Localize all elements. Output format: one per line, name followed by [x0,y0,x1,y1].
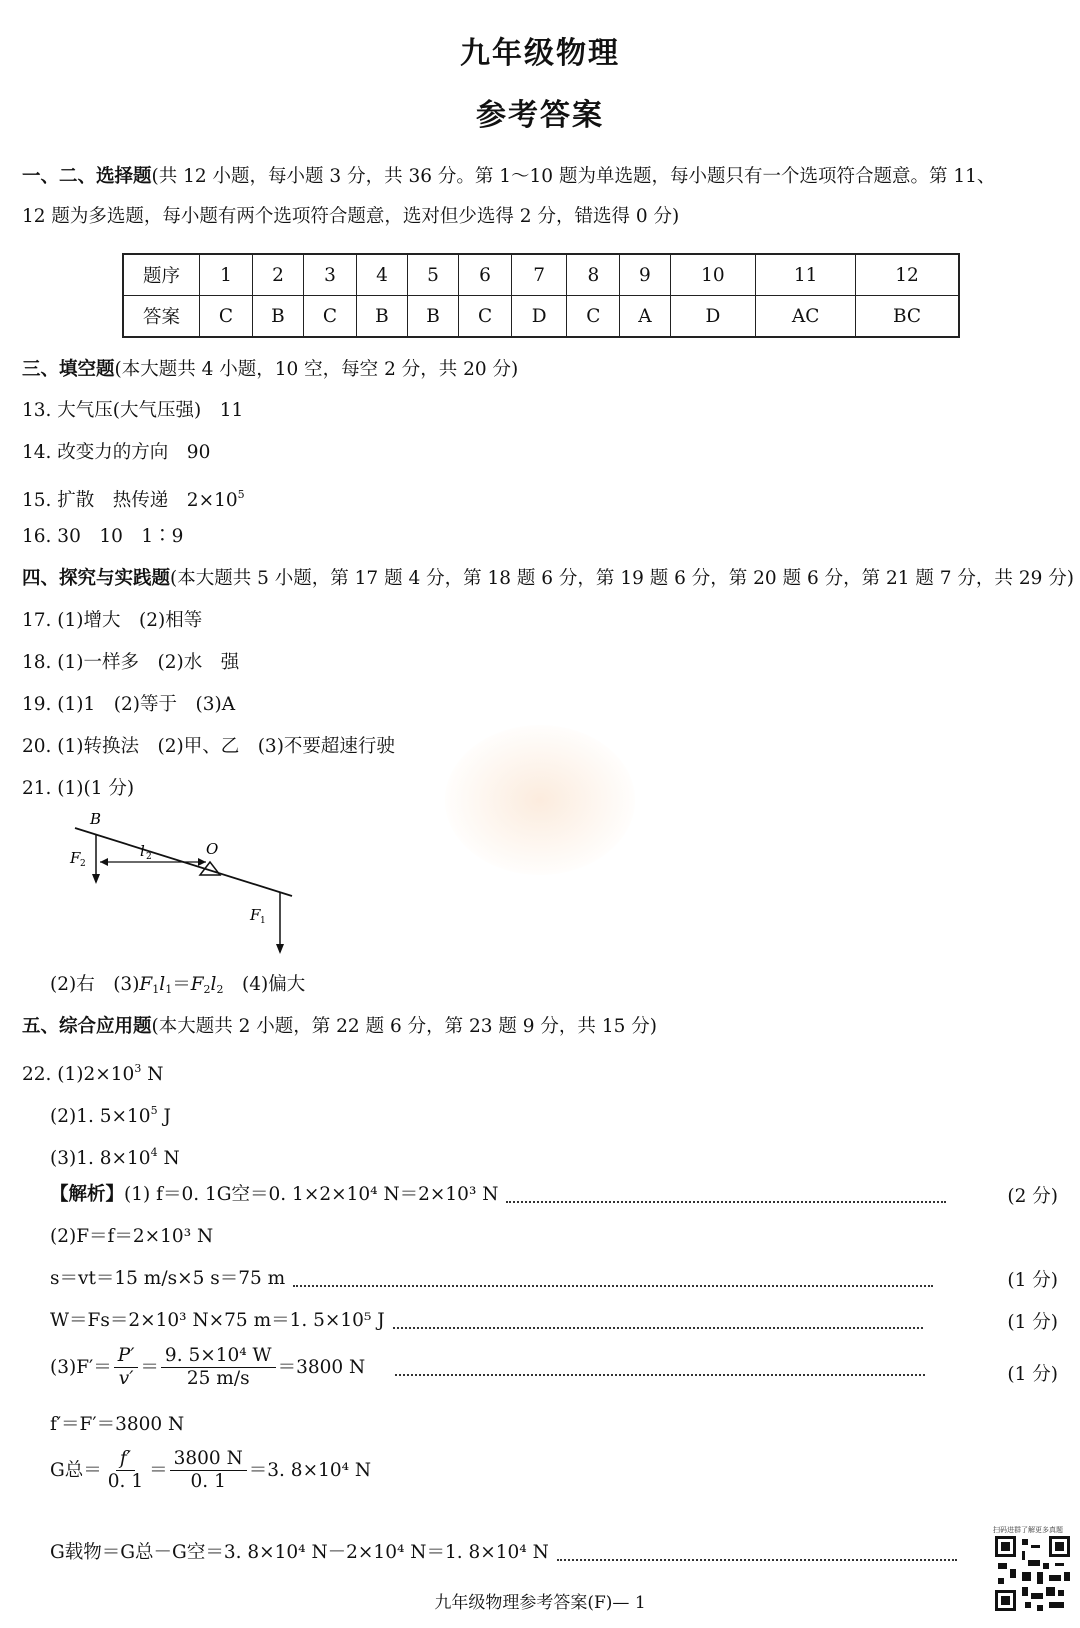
sec3-desc: (本大题共 4 小题，10 空，每空 2 分，共 20 分) [114,359,519,380]
label-f1: F [250,906,261,924]
table-cell: 4 [356,254,407,296]
solution-text: (1) f＝0. 1G空＝0. 1×2×10⁴ N＝2×10³ N [124,1184,499,1205]
formula-gap [223,974,242,995]
answer-21-rest [50,972,305,1003]
formula-l1: l [159,974,166,995]
table-row [123,254,959,296]
sec5-desc: (本大题共 2 小题，第 22 题 6 分，第 23 题 9 分，共 15 分) [151,1016,657,1037]
table-cell: 10 [670,254,756,296]
arrow-down-icon [92,874,100,884]
table-cell: 9 [620,254,670,296]
sec4-desc: (本大题共 5 小题，第 17 题 4 分，第 18 题 6 分，第 19 题 6 分，第 20 题 6 分，第 21 题 7 分，共 29 分) [170,568,1074,589]
dot-leader [557,1545,957,1561]
score-1: (2 分) [1007,1186,1058,1207]
table-cell: A [620,296,670,338]
fraction-den: v′ [118,1368,134,1389]
dot-leader [395,1360,925,1376]
answer-22-3 [50,1140,180,1172]
table-cell: 1 [200,254,253,296]
sec1-desc1: (共 12 小题，每小题 3 分，共 36 分。第 1～10 题为单选题，每小题只有一个选项符合题意。第 11、 [151,166,996,187]
sec3-header [22,357,518,383]
fraction-den: 0. 1 [190,1471,226,1492]
sec1-head: 一、二、选择题 [22,166,152,187]
watermark-logo [445,725,635,875]
formula-sub: 2 [203,983,211,996]
answer-table [122,253,960,338]
formula-sub: 2 [216,983,224,996]
solution-step-2: (2)F＝f＝2×10³ N [50,1226,214,1247]
answer-20: 20. (1)转换法 (2)甲、乙 (3)不要超速行驶 [22,736,395,757]
solution-text: (3)F′＝ [50,1356,112,1378]
lever-diagram [60,810,320,960]
answer-22-3-unit: N [157,1148,180,1169]
dot-leader [506,1187,946,1203]
answer-17: 17. (1)增大 (2)相等 [22,610,203,631]
table-cell: D [512,296,567,338]
table-cell: 7 [512,254,567,296]
sec5-header [22,1014,657,1040]
table-cell: B [252,296,303,338]
equals: ＝ [140,1356,159,1378]
table-row-label: 题序 [123,254,200,296]
solution-step-4 [50,1308,931,1334]
sec1-desc2: 12 题为多选题，每小题有两个选项符合题意，选对但少选得 2 分，错选得 0 分) [22,206,680,227]
label-f2: F [70,849,81,867]
label-l2: l [140,842,145,860]
table-cell: BC [855,296,959,338]
arrow-down-icon [276,944,284,954]
jiexi-label: 【解析】 [50,1184,125,1205]
answer-22-1-unit: N [141,1064,164,1085]
answer-15-text: 15. 扩散 热传递 2×10 [22,490,238,511]
answer-18: 18. (1)一样多 (2)水 强 [22,652,240,673]
solution-text: s＝vt＝15 m/s×5 s＝75 m [50,1268,286,1289]
fraction-num: 9. 5×10⁴ W [161,1345,276,1368]
fraction [161,1345,276,1390]
answer-22-2-unit: J [157,1106,171,1127]
table-cell: C [459,296,512,338]
answer-15 [22,482,245,514]
qr-caption: 扫码进群了解更多真题 [993,1526,1063,1534]
formula-f2: F [190,974,204,995]
answer-22-2-text: (2)1. 5×10 [50,1106,151,1127]
answer-19: 19. (1)1 (2)等于 (3)A [22,694,236,715]
formula-eq: ＝ [172,974,191,995]
fraction-num: P′ [114,1345,139,1368]
score-3: (1 分) [1007,1270,1058,1291]
page-title: 九年级物理 [460,36,620,71]
table-cell: C [304,296,357,338]
answer-22-1-text: 22. (1)2×10 [22,1064,135,1085]
table-cell: B [408,296,459,338]
formula-f1: F [139,974,153,995]
sec4-header [22,566,1074,592]
solution-step-1 [50,1182,954,1208]
arrow-left-icon [100,858,108,866]
page-subtitle: 参考答案 [476,98,604,133]
formula-sub: 1 [152,983,160,996]
solution-text: G总＝ [50,1459,102,1481]
solution-step-6: f′＝F′＝3800 N [50,1414,185,1435]
sec3-head: 三、填空题 [22,359,115,380]
table-cell: AC [756,296,856,338]
answer-22-1 [22,1056,163,1088]
answer-14: 14. 改变力的方向 90 [22,442,211,463]
fraction-num: f′ [116,1448,135,1471]
table-cell: 2 [252,254,303,296]
answer-21: 21. (1)(1 分) [22,778,135,799]
sec4-head: 四、探究与实践题 [22,568,171,589]
fraction [170,1448,247,1493]
label-b: B [90,810,102,828]
fraction-num: 3800 N [170,1448,247,1471]
solution-text: G载物＝G总－G空＝3. 8×10⁴ N－2×10⁴ N＝1. 8×10⁴ N [50,1542,549,1563]
fraction [114,1345,139,1390]
fraction [104,1448,147,1493]
answer-21b-b: (4)偏大 [241,974,306,995]
answer-22-2 [50,1098,171,1130]
label-f2-sub: 2 [80,859,86,869]
answer-16: 16. 30 10 1∶9 [22,526,184,547]
solution-step-5 [50,1345,933,1390]
solution-text: W＝Fs＝2×10³ N×75 m＝1. 5×10⁵ J [50,1310,385,1331]
table-cell: B [356,296,407,338]
label-l2-sub: 2 [146,852,152,862]
table-cell: C [200,296,253,338]
table-cell: 11 [756,254,856,296]
dot-leader [293,1271,933,1287]
sec1-desc [22,164,995,190]
sec5-head: 五、综合应用题 [22,1016,152,1037]
answer-21b-a: (2)右 (3) [50,974,140,995]
answer-13: 13. 大气压(大气压强) 11 [22,400,244,421]
answer-22-3-text: (3)1. 8×10 [50,1148,151,1169]
solution-step-7 [50,1448,371,1493]
label-o: O [206,840,219,858]
table-cell: 5 [408,254,459,296]
table-cell: 8 [567,254,620,296]
answer-22-3-exp: 4 [150,1146,158,1159]
table-cell: 12 [855,254,959,296]
answer-15-exp: 5 [237,488,245,501]
solution-text: ＝3. 8×10⁴ N [248,1459,372,1481]
fraction-den: 25 m/s [186,1368,250,1389]
arrow-right-icon [198,858,206,866]
label-f1-sub: 1 [260,916,266,926]
answer-22-2-exp: 5 [150,1104,158,1117]
solution-step-3 [50,1266,941,1292]
dot-leader [393,1313,923,1329]
table-cell: 6 [459,254,512,296]
table-row-label: 答案 [123,296,200,338]
page-footer: 九年级物理参考答案(F)— 1 [434,1593,646,1613]
table-cell: 3 [304,254,357,296]
score-5: (1 分) [1007,1364,1058,1385]
table-cell: C [567,296,620,338]
formula-sub: 1 [165,983,173,996]
equals: ＝ [149,1459,168,1481]
fraction-den: 0. 1 [107,1471,144,1492]
score-4: (1 分) [1007,1312,1058,1333]
table-cell: D [670,296,756,338]
formula-l2: l [210,974,217,995]
solution-text: ＝3800 N [277,1356,366,1378]
table-row [123,296,959,338]
solution-step-8 [50,1540,965,1566]
answer-22-1-exp: 3 [134,1062,142,1075]
